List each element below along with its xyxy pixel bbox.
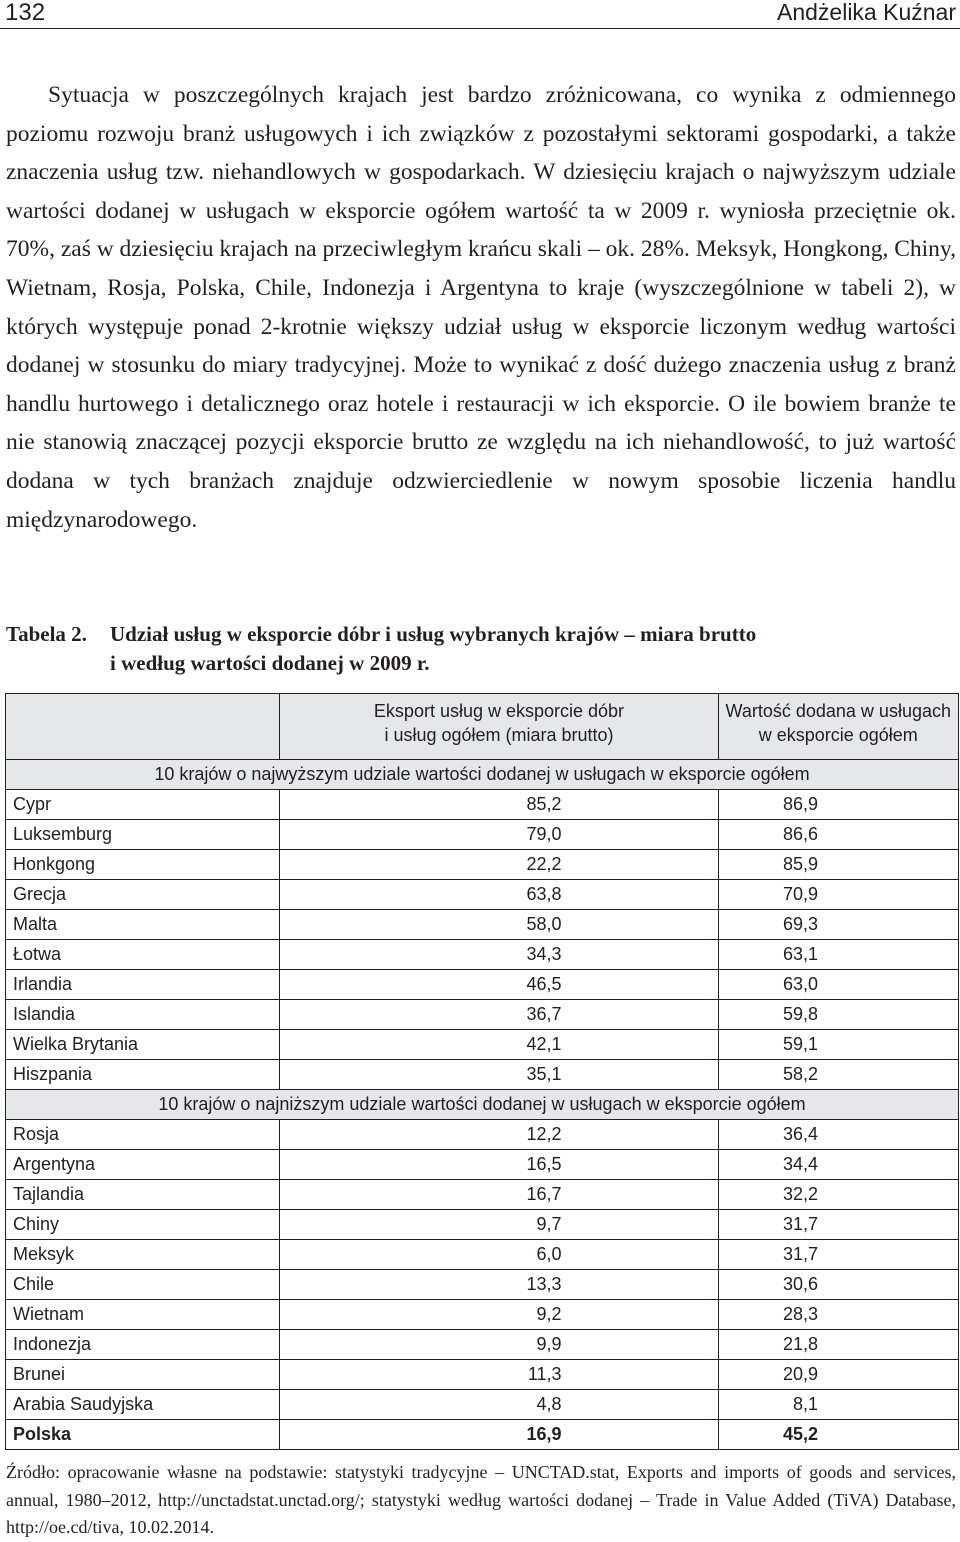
cell-vad: 63,1 (718, 940, 958, 970)
cell-vad: 31,7 (718, 1240, 958, 1270)
cell-country: Chile (6, 1270, 280, 1300)
cell-country: Cypr (6, 790, 280, 820)
cell-vad: 8,1 (718, 1390, 958, 1420)
cell-vad: 86,9 (718, 790, 958, 820)
cell-vad: 69,3 (718, 910, 958, 940)
table-row (6, 1390, 959, 1420)
cell-country: Islandia (6, 1000, 280, 1030)
cell-vad: 36,4 (718, 1120, 958, 1150)
cell-country: Rosja (6, 1120, 280, 1150)
cell-vad: 34,4 (718, 1150, 958, 1180)
cell-brutto: 36,7 (280, 1000, 718, 1030)
cell-country: Chiny (6, 1210, 280, 1240)
table-row (6, 1210, 959, 1240)
table-row (6, 1030, 959, 1060)
caption-title-2: i według wartości dodanej w 2009 r. (110, 651, 430, 675)
cell-brutto: 34,3 (280, 940, 718, 970)
cell-brutto: 6,0 (280, 1240, 718, 1270)
table-row (6, 1060, 959, 1090)
cell-vad: 31,7 (718, 1210, 958, 1240)
cell-country: Irlandia (6, 970, 280, 1000)
table-row (6, 1120, 959, 1150)
cell-country: Hiszpania (6, 1060, 280, 1090)
table-row (6, 940, 959, 970)
cell-vad: 58,2 (718, 1060, 958, 1090)
table-row (6, 1270, 959, 1300)
running-head-author: Andżelika Kuźnar (777, 0, 956, 25)
cell-country: Brunei (6, 1360, 280, 1390)
cell-brutto: 9,9 (280, 1330, 718, 1360)
cell-vad: 21,8 (718, 1330, 958, 1360)
cell-country: Tajlandia (6, 1180, 280, 1210)
cell-country: Polska (6, 1420, 280, 1450)
cell-country: Łotwa (6, 940, 280, 970)
table-row (6, 790, 959, 820)
cell-vad: 20,9 (718, 1360, 958, 1390)
cell-brutto: 9,2 (280, 1300, 718, 1330)
cell-country: Argentyna (6, 1150, 280, 1180)
body-text (6, 76, 956, 539)
cell-vad: 86,6 (718, 820, 958, 850)
cell-vad: 30,6 (718, 1270, 958, 1300)
cell-brutto: 63,8 (280, 880, 718, 910)
running-header (0, 0, 960, 29)
cell-brutto: 12,2 (280, 1120, 718, 1150)
table-row (6, 1300, 959, 1330)
cell-brutto: 16,7 (280, 1180, 718, 1210)
caption-title-1: Udział usług w eksporcie dóbr i usług wybranych krajów – miara brutto (110, 622, 757, 646)
table-row (6, 1180, 959, 1210)
cell-country: Luksemburg (6, 820, 280, 850)
cell-vad: 59,8 (718, 1000, 958, 1030)
table-row (6, 1000, 959, 1030)
cell-country: Wietnam (6, 1300, 280, 1330)
data-table (5, 693, 959, 1450)
cell-brutto: 42,1 (280, 1030, 718, 1060)
cell-country: Grecja (6, 880, 280, 910)
table-row (6, 1420, 959, 1450)
cell-brutto: 35,1 (280, 1060, 718, 1090)
cell-country: Honkgong (6, 850, 280, 880)
cell-vad: 45,2 (718, 1420, 958, 1450)
caption-line-1 (6, 620, 956, 649)
cell-country: Arabia Saudyjska (6, 1390, 280, 1420)
caption-label: Tabela 2. (6, 622, 87, 646)
cell-brutto: 58,0 (280, 910, 718, 940)
header-empty-cell (6, 694, 280, 760)
table-row (6, 1330, 959, 1360)
table-row (6, 880, 959, 910)
cell-brutto: 22,2 (280, 850, 718, 880)
table-row (6, 970, 959, 1000)
cell-brutto: 11,3 (280, 1360, 718, 1390)
cell-vad: 59,1 (718, 1030, 958, 1060)
cell-brutto: 4,8 (280, 1390, 718, 1420)
page-number: 132 (5, 0, 46, 26)
header-col-brutto: Eksport usług w eksporcie dóbr i usług ogółem (miara brutto) (280, 694, 718, 760)
cell-vad: 63,0 (718, 970, 958, 1000)
cell-brutto: 79,0 (280, 820, 718, 850)
cell-brutto: 13,3 (280, 1270, 718, 1300)
cell-vad: 32,2 (718, 1180, 958, 1210)
cell-country: Malta (6, 910, 280, 940)
table-caption (6, 620, 956, 678)
body-paragraph: Sytuacja w poszczególnych krajach jest bardzo zróżnicowana, co wynika z odmiennego poziomu rozwoju branż usługowych i ich związków z pozostałymi sektorami gospodarki, a także znaczenia usług tzw. niehandlowych w gospodarkach. W dziesięciu krajach o najwyższym udziale wartości dodanej w usługach w eksporcie ogółem wartość ta w 2009 r. wyniosła przeciętnie ok. 70%, zaś w dziesięciu krajach na przeciwległym krańcu skali – ok. 28%. Meksyk, Hongkong, Chiny, Wietnam, Rosja, Polska, Chile, Indonezja i Argentyna to kraje (wyszczególnione w tabeli 2), w których występuje ponad 2-krotnie większy udział usług w eksporcie liczonym według wartości dodanej w stosunku do miary tradycyjnej. Może to wynikać z dość dużego znaczenia usług z branż handlu hurtowego i detalicznego oraz hotele i restauracji w ich eksporcie. O ile bowiem branże te nie stanowią znaczącej pozycji eksporcie brutto ze względu na ich niehandlowość, to już wartość dodana w tych branżach znajduje odzwierciedlenie w nowym sposobie liczenia handlu międzynarodowego. (6, 82, 956, 533)
source-note: Źródło: opracowanie własne na podstawie: statystyki tradycyjne – UNCTAD.stat, Exports and imports of goods and services, annual, 1980–2012, http://unctadstat.unctad.org/; statystyki według wartości dodanej – Trade in Value Added (TiVA) Database, http://oe.cd/tiva, 10.02.2014. (6, 1462, 956, 1537)
cell-country: Indonezja (6, 1330, 280, 1360)
table-row (6, 820, 959, 850)
group-header-top: 10 krajów o najwyższym udziale wartości dodanej w usługach w eksporcie ogółem (6, 760, 959, 790)
table-header-row (6, 694, 959, 760)
cell-brutto: 46,5 (280, 970, 718, 1000)
cell-vad: 28,3 (718, 1300, 958, 1330)
cell-brutto: 16,5 (280, 1150, 718, 1180)
cell-country: Wielka Brytania (6, 1030, 280, 1060)
header-col-vad: Wartość dodana w usługach w eksporcie ogółem (718, 694, 958, 760)
table-row (6, 910, 959, 940)
table-row (6, 850, 959, 880)
cell-brutto: 85,2 (280, 790, 718, 820)
table-row (6, 1360, 959, 1390)
group-header-bottom: 10 krajów o najniższym udziale wartości dodanej w usługach w eksporcie ogółem (6, 1090, 959, 1120)
cell-country: Meksyk (6, 1240, 280, 1270)
cell-vad: 70,9 (718, 880, 958, 910)
cell-brutto: 9,7 (280, 1210, 718, 1240)
cell-brutto: 16,9 (280, 1420, 718, 1450)
caption-line-2 (6, 649, 956, 678)
table-row (6, 1150, 959, 1180)
table-row (6, 1240, 959, 1270)
cell-vad: 85,9 (718, 850, 958, 880)
